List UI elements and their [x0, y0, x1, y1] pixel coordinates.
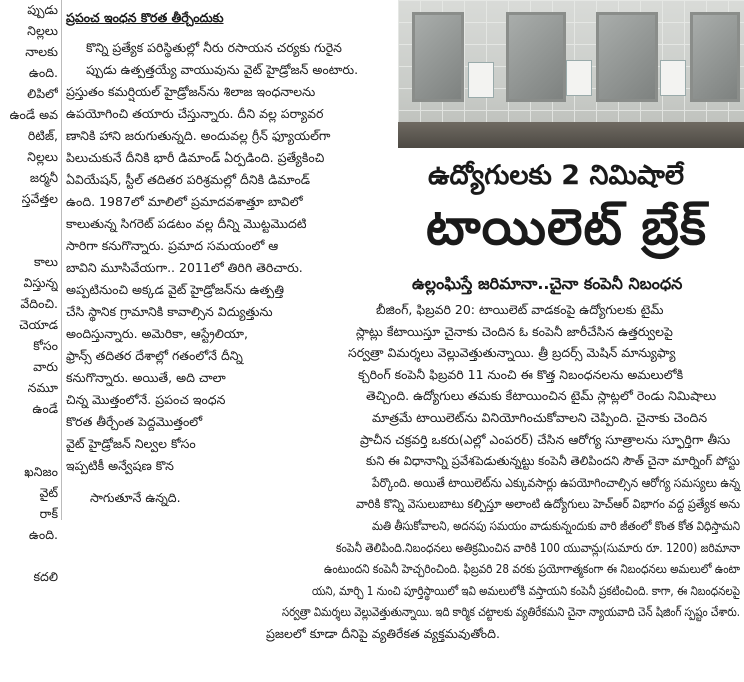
column-text-line: సారిగా కనుగొన్నారు. ప్రమాద సమయంలో ఆ — [66, 238, 279, 253]
left-fragment-line: ఉండే — [32, 401, 58, 416]
column-text-line: ఇప్పటికీ అన్వేషణ కొన — [66, 458, 174, 473]
article-text-line: స్లాట్లు కేటాయిస్తూ చైనాకు చెందిన ఓ కంపెనీ జారీచేసిన ఉత్తర్వులపై — [356, 323, 673, 339]
article-text-line: సర్వత్రా విమర్శలు వెల్లువెత్తుతున్నాయి. త్రీ బ్రదర్స్‌ మెషిన్‌ మాన్యుఫ్యా — [348, 345, 676, 361]
article-text-line: తెచ్చింది. ఉద్యోగులు తమకు కేటాయించిన టైమ్‌ స్లాట్లలో రెండు నిమిషాలు — [366, 388, 717, 404]
left-fragment-line: నిల్లలు — [27, 23, 58, 38]
article-text-line: మాత్రమే టాయిలెట్‌ను వినియోగించుకోవాలని చెప్పింది. చైనాకు చెందిన — [372, 410, 708, 425]
headline-top: ఉద్యోగులకు 2 నిమిషాలే — [428, 160, 684, 191]
article-text-line: కంపెనీ తెలిపింది.నిబంధనలు అతిక్రమించిన వారికి 100 యువాన్లు(సుమారు రూ. 1200) జరిమానా — [336, 539, 740, 555]
column-text-line: ణానికి హాని జరుగుతున్నది. అందువల్ల గ్రీన్‌ ఫ్యూయల్‌గా — [66, 128, 331, 143]
column-text-line: అందిస్తున్నారు. అమెరికా, ఆస్ట్రేలియా, — [66, 326, 248, 341]
left-fragment-line: కాలు — [33, 254, 58, 269]
column-text-line: చేసి స్థానిక గ్రామానికి కావాల్సిన విద్యుత్తును — [66, 304, 273, 319]
column-text-line: వైట్‌ హైడ్రోజన్‌ నిల్వల కోసం — [66, 436, 196, 451]
column-text-line: కొరత తీర్చేంత పెద్దమొత్తంలో — [66, 414, 203, 429]
left-fragment-line: చెయాడ — [19, 317, 58, 332]
article-text-line: ప్రాచీన చక్రవర్తి ఒకరు(ఎల్లో ఎంపరర్‌) చేసిన ఆరోగ్య సూత్రాలను స్ఫూర్తిగా తీసు — [360, 431, 731, 447]
photo-mirror — [412, 12, 464, 102]
column-text-line: ఏవియేషన్‌, స్టీల్‌ తదితర పరిశ్రమల్లో దీనికి డిమాండ్‌ — [66, 172, 311, 187]
photo-dryer — [566, 60, 592, 96]
left-fragment-line: నిల్లలు — [27, 149, 58, 164]
photo-mirror — [690, 12, 740, 102]
left-fragment-line: వైట్ — [39, 485, 58, 500]
article-text-line: ఉంటుందని కంపెనీ హెచ్చరించింది. ఫిబ్రవరి 28 వరకు ప్రయోగాత్మకంగా ఈ నిబంధనలు అమలులో ఉంటా — [324, 561, 740, 577]
left-fragment-line: ప్పుడు — [27, 2, 58, 17]
left-fragment-line: ఉండే అవ — [9, 107, 58, 122]
left-fragment-line: లిపిలో — [27, 86, 58, 101]
divider-left — [61, 0, 62, 520]
column-text-line: పిలుచుకునే దీనికి భారీ డిమాండ్‌ ఏర్పడింది. ప్రత్యేకించి — [66, 150, 325, 165]
column-text-line: ఉపయోగించి తయారు చేస్తున్నారు. దీని వల్ల పర్యావర — [66, 106, 324, 121]
left-fragment-line: కదలి — [33, 569, 58, 584]
left-fragment-line: ఖనిజం — [24, 464, 58, 479]
left-fragment-line: రాక్‌ — [39, 506, 58, 521]
left-column-fragment — [0, 0, 58, 682]
column-text-line: సాగుతూనే ఉన్నది. — [90, 490, 181, 505]
column-text-line: అప్పటినుంచి అక్కడ వైట్‌ హైడ్రోజన్‌ను ఉత్పత్తి — [66, 282, 284, 297]
left-fragment-line: నమూ — [27, 380, 58, 395]
photo-dryer — [660, 60, 686, 96]
article-text-line: ప్రజలలో కూడా దీనిపై వ్యతిరేకత వ్యక్తమవుతోంది. — [266, 626, 500, 641]
photo-counter — [398, 122, 744, 148]
column-text-line: కొన్ని ప్రత్యేక పరిస్థితుల్లో నీరు రసాయన చర్యకు గురైన — [86, 40, 342, 55]
article-text-line: సర్వత్రా విమర్శలు వెల్లువెత్తుతున్నాయి. ఇది కార్మిక చట్టాలకు వ్యతిరేకమని చైనా న్యాయవాది చెన్‌ షిజింగ్‌ స్పష్టం చేశారు. — [282, 604, 740, 620]
article-text-line: యని, మార్చి 1 నుంచి పూర్తిస్థాయిలో ఇవి అమలులోకి వస్తాయని కంపెనీ ప్రకటించింది. కాగా, ఈ నిబంధనలపై — [312, 582, 740, 598]
left-fragment-line: నాలకు — [25, 44, 58, 59]
left-fragment-line: కోసం — [33, 338, 58, 353]
photo-mirror — [506, 12, 566, 102]
white-hydrogen-column — [66, 0, 398, 520]
column-text-line: ప్రస్తుతం కమర్షియల్‌ హైడ్రోజన్‌ను శిలాజ ఇంధనాలను — [66, 84, 316, 99]
column-text-line: కాలుతున్న సిగరెట్‌ పడటం వల్ల దీన్ని మొట్టమొదటి — [66, 216, 307, 231]
column-text-line: ఉంది. 1987లో మాలిలో ప్రమాదవశాత్తూ బావిలో — [66, 194, 303, 209]
article-text-line: కుని ఈ విధానాన్ని ప్రవేశపెడుతున్నట్టు కంపెనీ తెలిపిందని సౌత్‌ చైనా మార్నింగ్‌ పోస్టు — [366, 453, 740, 469]
subheadline: ఉల్లంఘిస్తే జరిమానా..చైనా కంపెనీ నిబంధన — [412, 274, 683, 293]
article-text-line: వారికి కొన్ని వెసులుబాటు కల్పిస్తూ అలాంటి ఉద్యోగులు హెచ్‌ఆర్‌ విభాగం వద్ద ప్రత్యేక అను — [356, 496, 740, 512]
column-text-line: ప్పుడు ఉత్పత్తయ్యే వాయువును వైట్‌ హైడ్రోజన్‌ అంటారు. — [86, 62, 359, 77]
left-fragment-line: జర్మనీ — [29, 170, 58, 185]
left-fragment-line: రిటిజ్‌, — [27, 128, 58, 143]
article-text-line: బీజింగ్‌, ఫిబ్రవరి 20: టాయిలెట్‌ వాడకంపై ఉద్యోగులకు టైమ్‌ — [376, 302, 664, 317]
column-text-line: చిన్న మొత్తంలోనే. ప్రపంచ ఇంధన — [66, 392, 226, 407]
left-fragment-line: స్తవేత్తల — [21, 191, 58, 206]
article-text-line: పేర్కొంది. అయితే టాయిలెట్‌ను ఎక్కువసార్లు ఉపయోగించాల్సిన ఆరోగ్య సమస్యలు ఉన్న — [372, 474, 740, 490]
photo-mirror — [596, 12, 658, 102]
column-text-line: కనుగొన్నారు. అయితే, అది చాలా — [66, 370, 226, 385]
left-fragment-line: విస్తున్న — [23, 275, 58, 290]
column-text-line: బావిని మూసివేయగా.. 2011లో తిరిగి తెరిచారు. — [66, 260, 303, 275]
column-heading: ప్రపంచ ఇంధన కొరత తీర్చేందుకు — [66, 10, 224, 25]
column-text-line: ఫ్రాన్స్‌ తదితర దేశాల్లో గతంలోనే దీన్ని — [66, 348, 243, 363]
left-fragment-line: వేదించి. — [20, 296, 58, 311]
left-fragment-line: ఉంది. — [28, 527, 58, 542]
article-text-line: మతి తీసుకోవాలని, అదనపు సమయం వాడుకున్నందుకు వారి జీతంలో కొంత కోత విధిస్తామని — [372, 518, 740, 533]
headline-main: టాయిలెట్‌ బ్రేక్‌ — [426, 198, 708, 256]
photo-dryer — [468, 62, 494, 98]
restroom-photo — [398, 0, 744, 148]
left-fragment-line: ఉంది. — [28, 65, 58, 80]
left-fragment-line: వారు — [33, 359, 58, 374]
article-text-line: క్చరింగ్‌ కంపెనీ ఫిబ్రవరి 11 నుంచి ఈ కొత్త నిబంధనలను అమలులోకి — [358, 366, 684, 382]
